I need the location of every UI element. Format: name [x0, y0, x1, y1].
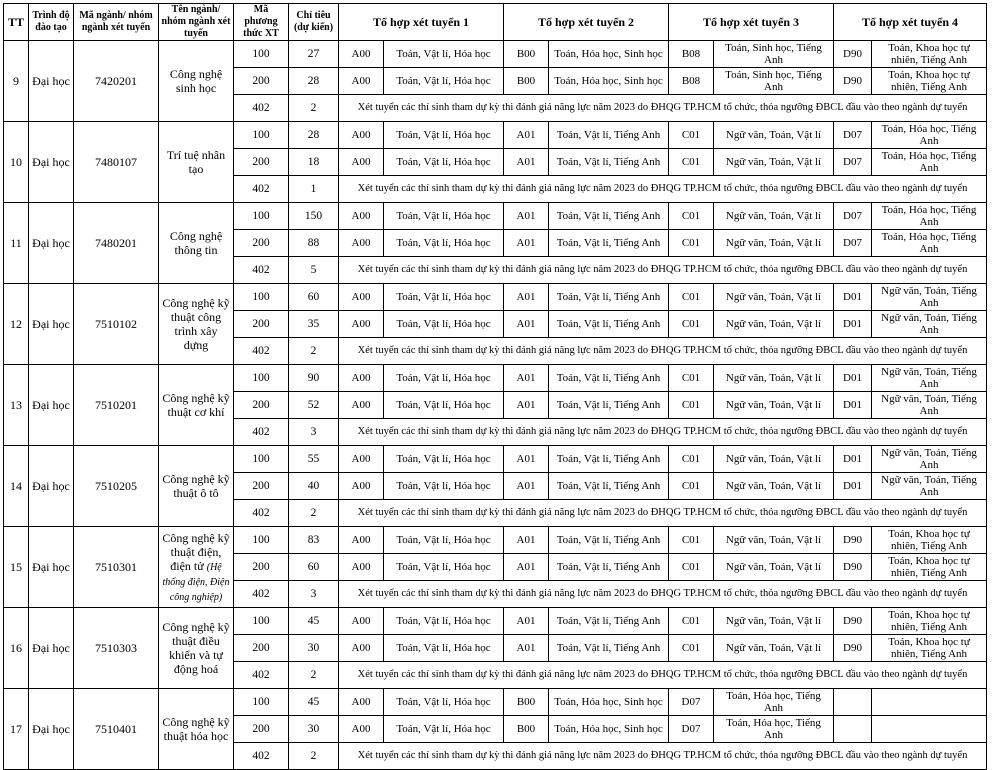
- quota: 2: [289, 338, 339, 365]
- combo-1-subjects: Toán, Vật lí, Hóa học: [384, 365, 504, 392]
- quota: 45: [289, 608, 339, 635]
- combo-2-code: A01: [504, 635, 549, 662]
- note-402: Xét tuyển các thí sinh tham dự kỳ thi đánh giá năng lực năm 2023 do ĐHQG TP.HCM tổ chức, thỏa ngưỡng ĐBCL đầu vào theo ngành dự tuyển: [339, 419, 987, 446]
- row-index: 9: [4, 41, 29, 122]
- combo-4-code: D90: [834, 554, 872, 581]
- method-code: 402: [234, 338, 289, 365]
- major-name-note: (Hệ thống điện, Điện công nghiệp): [162, 561, 230, 603]
- combo-2-subjects: Toán, Vật lí, Tiếng Anh: [549, 392, 669, 419]
- method-code: 100: [234, 41, 289, 68]
- combo-2-code: A01: [504, 203, 549, 230]
- quota: 1: [289, 176, 339, 203]
- major-name-cell: [159, 41, 234, 122]
- table-row: [4, 446, 987, 473]
- header-combo-2: Tổ hợp xét tuyển 2: [504, 4, 669, 41]
- combo-1-code: A00: [339, 689, 384, 716]
- major-code: 7510201: [74, 365, 159, 446]
- quota: 2: [289, 662, 339, 689]
- major-code: 7510303: [74, 608, 159, 689]
- combo-1-subjects: Toán, Vật lí, Hóa học: [384, 284, 504, 311]
- method-code: 100: [234, 203, 289, 230]
- combo-1-subjects: Toán, Vật lí, Hóa học: [384, 473, 504, 500]
- combo-1-code: A00: [339, 68, 384, 95]
- major-name-cell: [159, 527, 234, 608]
- combo-4-code: D90: [834, 608, 872, 635]
- combo-3-code: C01: [669, 473, 714, 500]
- quota: 45: [289, 689, 339, 716]
- header-combo-1: Tổ hợp xét tuyển 1: [339, 4, 504, 41]
- combo-2-code: A01: [504, 230, 549, 257]
- combo-2-code: A01: [504, 608, 549, 635]
- method-code: 200: [234, 554, 289, 581]
- major-name-cell: [159, 284, 234, 365]
- major-name: Công nghệ kỹ thuật ô tô: [162, 472, 230, 500]
- combo-1-code: A00: [339, 392, 384, 419]
- combo-3-code: C01: [669, 365, 714, 392]
- combo-2-code: A01: [504, 365, 549, 392]
- combo-2-subjects: Toán, Vật lí, Tiếng Anh: [549, 446, 669, 473]
- quota: 88: [289, 230, 339, 257]
- combo-1-code: A00: [339, 473, 384, 500]
- combo-1-subjects: Toán, Vật lí, Hóa học: [384, 446, 504, 473]
- quota: 3: [289, 581, 339, 608]
- training-level: Đại học: [29, 446, 74, 527]
- training-level: Đại học: [29, 527, 74, 608]
- method-code: 402: [234, 257, 289, 284]
- note-402: Xét tuyển các thí sinh tham dự kỳ thi đánh giá năng lực năm 2023 do ĐHQG TP.HCM tổ chức, thỏa ngưỡng ĐBCL đầu vào theo ngành dự tuyển: [339, 257, 987, 284]
- method-code: 200: [234, 311, 289, 338]
- combo-3-code: C01: [669, 446, 714, 473]
- combo-3-subjects: Toán, Sinh học, Tiếng Anh: [714, 68, 834, 95]
- combo-4-subjects: Toán, Khoa học tự nhiên, Tiếng Anh: [872, 41, 987, 68]
- combo-3-code: D07: [669, 689, 714, 716]
- training-level: Đại học: [29, 284, 74, 365]
- combo-2-subjects: Toán, Vật lí, Tiếng Anh: [549, 365, 669, 392]
- combo-3-subjects: Toán, Sinh học, Tiếng Anh: [714, 41, 834, 68]
- combo-4-subjects: Ngữ văn, Toán, Tiếng Anh: [872, 284, 987, 311]
- note-402: Xét tuyển các thí sinh tham dự kỳ thi đánh giá năng lực năm 2023 do ĐHQG TP.HCM tổ chức, thỏa ngưỡng ĐBCL đầu vào theo ngành dự tuyển: [339, 743, 987, 770]
- method-code: 100: [234, 122, 289, 149]
- note-402: Xét tuyển các thí sinh tham dự kỳ thi đánh giá năng lực năm 2023 do ĐHQG TP.HCM tổ chức, thỏa ngưỡng ĐBCL đầu vào theo ngành dự tuyển: [339, 95, 987, 122]
- method-code: 100: [234, 446, 289, 473]
- combo-1-code: A00: [339, 527, 384, 554]
- quota: 28: [289, 122, 339, 149]
- combo-3-subjects: Ngữ văn, Toán, Vật lí: [714, 203, 834, 230]
- combo-4-code: D01: [834, 365, 872, 392]
- combo-3-subjects: Ngữ văn, Toán, Vật lí: [714, 554, 834, 581]
- major-name: Công nghệ kỹ thuật cơ khí: [162, 391, 230, 419]
- major-name-cell: [159, 608, 234, 689]
- method-code: 402: [234, 662, 289, 689]
- combo-2-subjects: Toán, Hóa học, Sinh học: [549, 41, 669, 68]
- method-code: 402: [234, 176, 289, 203]
- combo-3-code: C01: [669, 608, 714, 635]
- method-code: 200: [234, 230, 289, 257]
- table-row: [4, 608, 987, 635]
- combo-3-code: C01: [669, 311, 714, 338]
- method-code: 200: [234, 149, 289, 176]
- combo-4-subjects: Toán, Hóa học, Tiếng Anh: [872, 203, 987, 230]
- method-code: 100: [234, 365, 289, 392]
- header-combo-4: Tổ hợp xét tuyển 4: [834, 4, 987, 41]
- combo-2-subjects: Toán, Vật lí, Tiếng Anh: [549, 311, 669, 338]
- quota: 40: [289, 473, 339, 500]
- method-code: 402: [234, 500, 289, 527]
- quota: 2: [289, 95, 339, 122]
- combo-4-code: D07: [834, 122, 872, 149]
- combo-4-code: D90: [834, 68, 872, 95]
- method-code: 100: [234, 608, 289, 635]
- row-index: 15: [4, 527, 29, 608]
- note-402: Xét tuyển các thí sinh tham dự kỳ thi đánh giá năng lực năm 2023 do ĐHQG TP.HCM tổ chức, thỏa ngưỡng ĐBCL đầu vào theo ngành dự tuyển: [339, 176, 987, 203]
- combo-4-subjects: Toán, Khoa học tự nhiên, Tiếng Anh: [872, 527, 987, 554]
- combo-2-code: A01: [504, 149, 549, 176]
- quota: 60: [289, 554, 339, 581]
- header-tt: TT: [4, 4, 29, 41]
- combo-3-code: C01: [669, 284, 714, 311]
- major-code: 7510102: [74, 284, 159, 365]
- combo-3-subjects: Toán, Hóa học, Tiếng Anh: [714, 689, 834, 716]
- major-name-cell: [159, 203, 234, 284]
- combo-2-subjects: Toán, Vật lí, Tiếng Anh: [549, 203, 669, 230]
- method-code: 402: [234, 419, 289, 446]
- combo-3-subjects: Toán, Hóa học, Tiếng Anh: [714, 716, 834, 743]
- quota: 18: [289, 149, 339, 176]
- combo-4-subjects: [872, 716, 987, 743]
- major-name: Công nghệ kỹ thuật công trình xây dựng: [162, 296, 230, 352]
- quota: 30: [289, 716, 339, 743]
- combo-4-code: D07: [834, 230, 872, 257]
- combo-2-code: B00: [504, 716, 549, 743]
- combo-4-subjects: [872, 689, 987, 716]
- combo-4-code: D01: [834, 392, 872, 419]
- combo-2-code: A01: [504, 473, 549, 500]
- combo-3-subjects: Ngữ văn, Toán, Vật lí: [714, 284, 834, 311]
- quota: 60: [289, 284, 339, 311]
- combo-4-subjects: Ngữ văn, Toán, Tiếng Anh: [872, 365, 987, 392]
- method-code: 402: [234, 581, 289, 608]
- combo-2-subjects: Toán, Vật lí, Tiếng Anh: [549, 473, 669, 500]
- major-name: Công nghệ sinh học: [169, 67, 223, 95]
- major-name-cell: [159, 689, 234, 770]
- combo-4-code: D90: [834, 41, 872, 68]
- combo-3-subjects: Ngữ văn, Toán, Vật lí: [714, 473, 834, 500]
- combo-2-code: B00: [504, 689, 549, 716]
- quota: 28: [289, 68, 339, 95]
- combo-1-subjects: Toán, Vật lí, Hóa học: [384, 608, 504, 635]
- header-quota: Chỉ tiêu (dự kiến): [289, 4, 339, 41]
- quota: 5: [289, 257, 339, 284]
- major-code: 7510401: [74, 689, 159, 770]
- combo-4-subjects: Toán, Khoa học tự nhiên, Tiếng Anh: [872, 635, 987, 662]
- combo-1-code: A00: [339, 365, 384, 392]
- training-level: Đại học: [29, 608, 74, 689]
- combo-4-subjects: Toán, Hóa học, Tiếng Anh: [872, 149, 987, 176]
- method-code: 100: [234, 284, 289, 311]
- combo-1-subjects: Toán, Vật lí, Hóa học: [384, 554, 504, 581]
- combo-3-subjects: Ngữ văn, Toán, Vật lí: [714, 311, 834, 338]
- combo-2-subjects: Toán, Vật lí, Tiếng Anh: [549, 284, 669, 311]
- combo-4-code: D01: [834, 311, 872, 338]
- combo-3-subjects: Ngữ văn, Toán, Vật lí: [714, 365, 834, 392]
- combo-1-code: A00: [339, 203, 384, 230]
- combo-3-subjects: Ngữ văn, Toán, Vật lí: [714, 635, 834, 662]
- combo-4-subjects: Toán, Hóa học, Tiếng Anh: [872, 230, 987, 257]
- combo-1-subjects: Toán, Vật lí, Hóa học: [384, 122, 504, 149]
- combo-3-code: C01: [669, 203, 714, 230]
- combo-4-subjects: Ngữ văn, Toán, Tiếng Anh: [872, 473, 987, 500]
- table-row: [4, 689, 987, 716]
- combo-2-subjects: Toán, Vật lí, Tiếng Anh: [549, 608, 669, 635]
- table-row: [4, 41, 987, 68]
- combo-4-subjects: Toán, Khoa học tự nhiên, Tiếng Anh: [872, 608, 987, 635]
- combo-3-subjects: Ngữ văn, Toán, Vật lí: [714, 230, 834, 257]
- combo-4-code: D07: [834, 203, 872, 230]
- note-402: Xét tuyển các thí sinh tham dự kỳ thi đánh giá năng lực năm 2023 do ĐHQG TP.HCM tổ chức, thỏa ngưỡng ĐBCL đầu vào theo ngành dự tuyển: [339, 662, 987, 689]
- major-name-cell: [159, 365, 234, 446]
- method-code: 200: [234, 392, 289, 419]
- training-level: Đại học: [29, 689, 74, 770]
- combo-1-code: A00: [339, 41, 384, 68]
- table-row: [4, 365, 987, 392]
- major-name: Trí tuệ nhân tạo: [166, 148, 226, 176]
- header-method: Mã phương thức XT: [234, 4, 289, 41]
- combo-2-code: B00: [504, 68, 549, 95]
- combo-3-code: C01: [669, 392, 714, 419]
- combo-4-code: [834, 716, 872, 743]
- quota: 83: [289, 527, 339, 554]
- combo-1-code: A00: [339, 230, 384, 257]
- combo-1-code: A00: [339, 149, 384, 176]
- table-row: [4, 203, 987, 230]
- combo-4-subjects: Toán, Hóa học, Tiếng Anh: [872, 122, 987, 149]
- table-header-row: [4, 4, 987, 41]
- combo-1-code: A00: [339, 122, 384, 149]
- combo-3-subjects: Ngữ văn, Toán, Vật lí: [714, 608, 834, 635]
- quota: 3: [289, 419, 339, 446]
- combo-4-subjects: Ngữ văn, Toán, Tiếng Anh: [872, 311, 987, 338]
- row-index: 10: [4, 122, 29, 203]
- combo-3-code: B08: [669, 68, 714, 95]
- method-code: 200: [234, 473, 289, 500]
- training-level: Đại học: [29, 122, 74, 203]
- training-level: Đại học: [29, 365, 74, 446]
- table-row: [4, 284, 987, 311]
- combo-2-subjects: Toán, Hóa học, Sinh học: [549, 689, 669, 716]
- combo-3-code: C01: [669, 149, 714, 176]
- training-level: Đại học: [29, 203, 74, 284]
- combo-2-code: A01: [504, 446, 549, 473]
- combo-1-code: A00: [339, 284, 384, 311]
- method-code: 200: [234, 635, 289, 662]
- training-level: Đại học: [29, 41, 74, 122]
- combo-1-subjects: Toán, Vật lí, Hóa học: [384, 635, 504, 662]
- combo-3-code: C01: [669, 635, 714, 662]
- combo-3-subjects: Ngữ văn, Toán, Vật lí: [714, 446, 834, 473]
- combo-4-code: D07: [834, 149, 872, 176]
- row-index: 13: [4, 365, 29, 446]
- combo-3-code: C01: [669, 527, 714, 554]
- combo-4-subjects: Toán, Khoa học tự nhiên, Tiếng Anh: [872, 68, 987, 95]
- combo-1-subjects: Toán, Vật lí, Hóa học: [384, 392, 504, 419]
- row-index: 11: [4, 203, 29, 284]
- major-name: Công nghệ thông tin: [169, 229, 223, 257]
- quota: 150: [289, 203, 339, 230]
- combo-2-subjects: Toán, Vật lí, Tiếng Anh: [549, 635, 669, 662]
- combo-2-code: A01: [504, 554, 549, 581]
- combo-4-code: D90: [834, 635, 872, 662]
- header-code: Mã ngành/ nhóm ngành xét tuyển: [74, 4, 159, 41]
- combo-1-subjects: Toán, Vật lí, Hóa học: [384, 68, 504, 95]
- quota: 2: [289, 500, 339, 527]
- combo-4-subjects: Toán, Khoa học tự nhiên, Tiếng Anh: [872, 554, 987, 581]
- table-row: [4, 527, 987, 554]
- combo-1-subjects: Toán, Vật lí, Hóa học: [384, 149, 504, 176]
- major-name: Công nghệ kỹ thuật hóa học: [162, 715, 230, 743]
- combo-3-code: D07: [669, 716, 714, 743]
- combo-2-code: A01: [504, 392, 549, 419]
- quota: 2: [289, 743, 339, 770]
- combo-1-code: A00: [339, 446, 384, 473]
- combo-2-subjects: Toán, Hóa học, Sinh học: [549, 716, 669, 743]
- combo-2-subjects: Toán, Vật lí, Tiếng Anh: [549, 149, 669, 176]
- quota: 35: [289, 311, 339, 338]
- combo-2-subjects: Toán, Vật lí, Tiếng Anh: [549, 527, 669, 554]
- major-name-cell: [159, 446, 234, 527]
- major-code: 7510205: [74, 446, 159, 527]
- method-code: 100: [234, 689, 289, 716]
- method-code: 200: [234, 68, 289, 95]
- header-level: Trình độ đào tạo: [29, 4, 74, 41]
- combo-1-subjects: Toán, Vật lí, Hóa học: [384, 230, 504, 257]
- row-index: 17: [4, 689, 29, 770]
- row-index: 16: [4, 608, 29, 689]
- combo-2-code: A01: [504, 527, 549, 554]
- combo-2-subjects: Toán, Hóa học, Sinh học: [549, 68, 669, 95]
- major-name: Công nghệ kỹ thuật điều khiển và tự động hoá: [162, 620, 230, 676]
- combo-1-code: A00: [339, 608, 384, 635]
- major-name: Công nghệ kỹ thuật điện, điện tử: [162, 530, 230, 573]
- row-index: 14: [4, 446, 29, 527]
- row-index: 12: [4, 284, 29, 365]
- combo-3-code: C01: [669, 230, 714, 257]
- table-body: [4, 41, 987, 770]
- combo-2-code: A01: [504, 311, 549, 338]
- method-code: 100: [234, 527, 289, 554]
- combo-2-subjects: Toán, Vật lí, Tiếng Anh: [549, 230, 669, 257]
- table-row: [4, 122, 987, 149]
- note-402: Xét tuyển các thí sinh tham dự kỳ thi đánh giá năng lực năm 2023 do ĐHQG TP.HCM tổ chức, thỏa ngưỡng ĐBCL đầu vào theo ngành dự tuyển: [339, 581, 987, 608]
- quota: 90: [289, 365, 339, 392]
- combo-2-subjects: Toán, Vật lí, Tiếng Anh: [549, 554, 669, 581]
- combo-1-subjects: Toán, Vật lí, Hóa học: [384, 203, 504, 230]
- combo-1-subjects: Toán, Vật lí, Hóa học: [384, 41, 504, 68]
- quota: 52: [289, 392, 339, 419]
- method-code: 200: [234, 716, 289, 743]
- combo-4-code: [834, 689, 872, 716]
- method-code: 402: [234, 743, 289, 770]
- combo-3-subjects: Ngữ văn, Toán, Vật lí: [714, 392, 834, 419]
- quota: 27: [289, 41, 339, 68]
- quota: 55: [289, 446, 339, 473]
- major-code: 7480107: [74, 122, 159, 203]
- major-name-cell: [159, 122, 234, 203]
- admission-table: [3, 3, 987, 770]
- combo-1-code: A00: [339, 635, 384, 662]
- combo-1-subjects: Toán, Vật lí, Hóa học: [384, 716, 504, 743]
- combo-4-code: D01: [834, 284, 872, 311]
- combo-4-code: D01: [834, 473, 872, 500]
- combo-2-code: B00: [504, 41, 549, 68]
- method-code: 402: [234, 95, 289, 122]
- combo-4-code: D90: [834, 527, 872, 554]
- note-402: Xét tuyển các thí sinh tham dự kỳ thi đánh giá năng lực năm 2023 do ĐHQG TP.HCM tổ chức, thỏa ngưỡng ĐBCL đầu vào theo ngành dự tuyển: [339, 500, 987, 527]
- combo-3-code: C01: [669, 122, 714, 149]
- major-code: 7420201: [74, 41, 159, 122]
- quota: 30: [289, 635, 339, 662]
- header-combo-3: Tổ hợp xét tuyển 3: [669, 4, 834, 41]
- combo-1-code: A00: [339, 716, 384, 743]
- combo-1-code: A00: [339, 311, 384, 338]
- major-code: 7480201: [74, 203, 159, 284]
- combo-3-code: C01: [669, 554, 714, 581]
- combo-2-code: A01: [504, 122, 549, 149]
- combo-3-subjects: Ngữ văn, Toán, Vật lí: [714, 527, 834, 554]
- combo-4-subjects: Ngữ văn, Toán, Tiếng Anh: [872, 446, 987, 473]
- combo-3-code: B08: [669, 41, 714, 68]
- combo-3-subjects: Ngữ văn, Toán, Vật lí: [714, 122, 834, 149]
- combo-2-subjects: Toán, Vật lí, Tiếng Anh: [549, 122, 669, 149]
- combo-3-subjects: Ngữ văn, Toán, Vật lí: [714, 149, 834, 176]
- combo-1-subjects: Toán, Vật lí, Hóa học: [384, 689, 504, 716]
- combo-1-subjects: Toán, Vật lí, Hóa học: [384, 527, 504, 554]
- major-code: 7510301: [74, 527, 159, 608]
- note-402: Xét tuyển các thí sinh tham dự kỳ thi đánh giá năng lực năm 2023 do ĐHQG TP.HCM tổ chức, thỏa ngưỡng ĐBCL đầu vào theo ngành dự tuyển: [339, 338, 987, 365]
- combo-4-code: D01: [834, 446, 872, 473]
- combo-4-subjects: Ngữ văn, Toán, Tiếng Anh: [872, 392, 987, 419]
- combo-1-code: A00: [339, 554, 384, 581]
- combo-1-subjects: Toán, Vật lí, Hóa học: [384, 311, 504, 338]
- combo-2-code: A01: [504, 284, 549, 311]
- header-name: Tên ngành/ nhóm ngành xét tuyển: [159, 4, 234, 41]
